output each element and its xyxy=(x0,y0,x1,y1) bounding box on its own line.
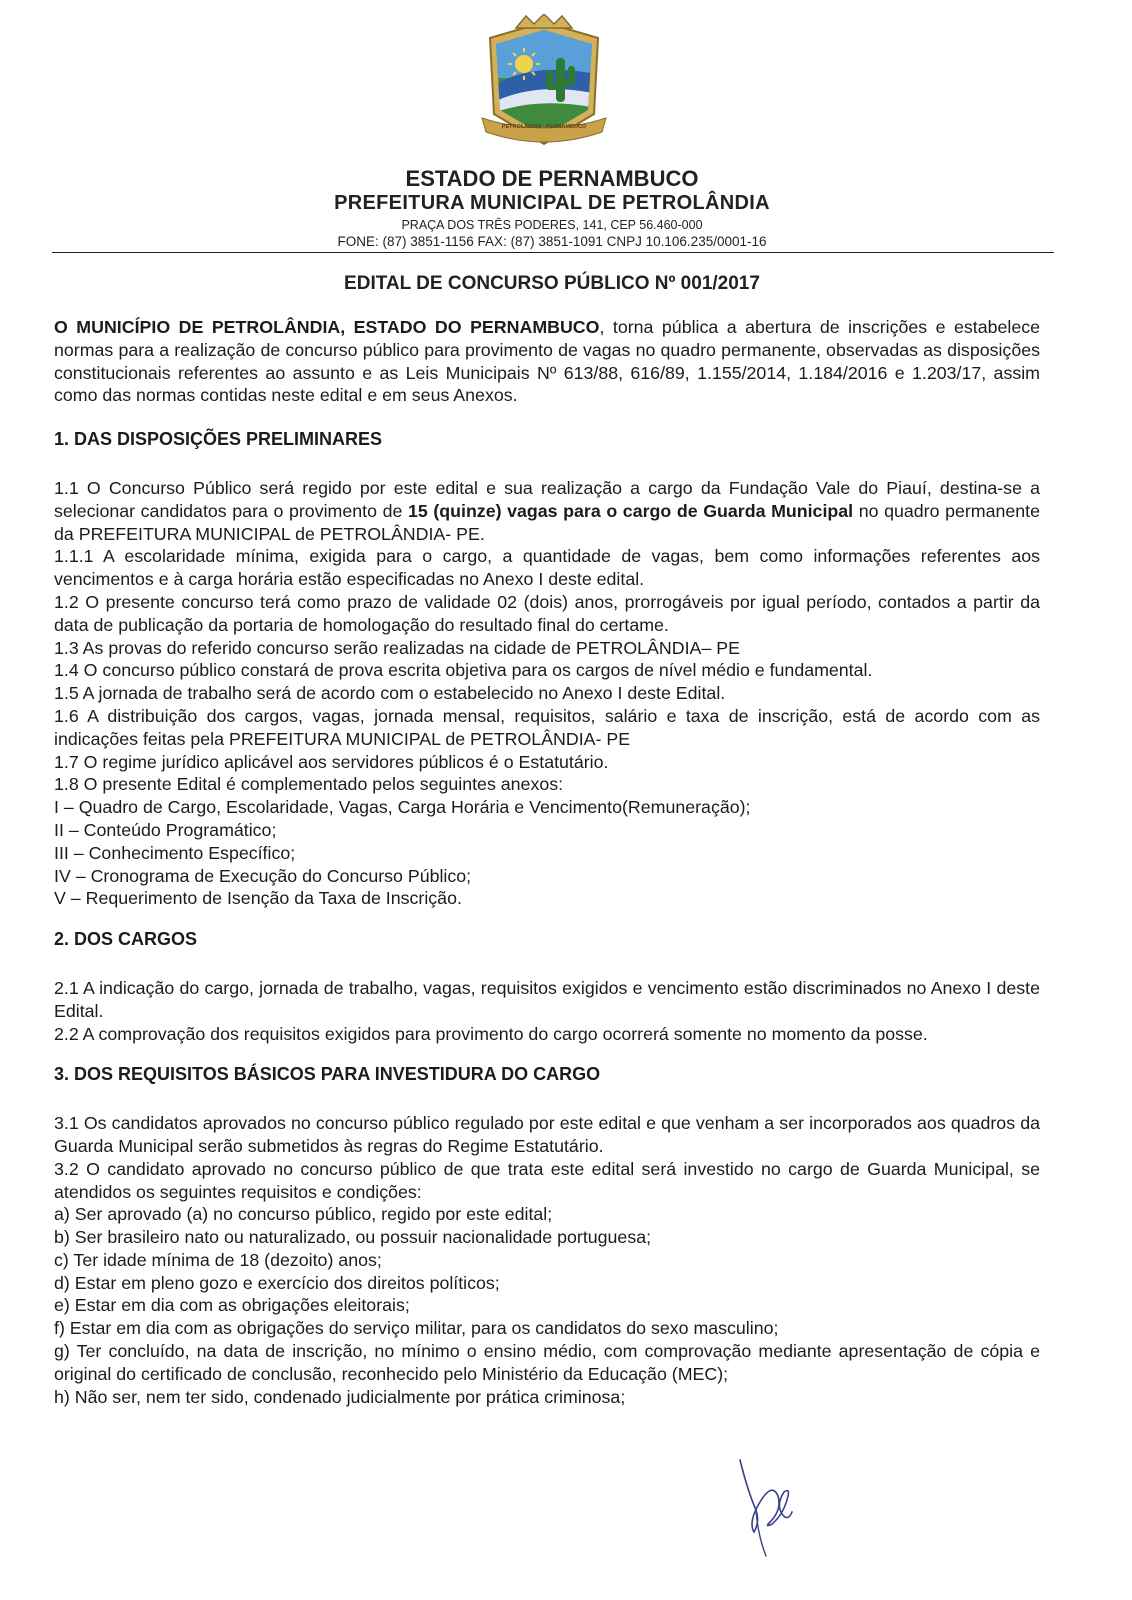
section-2-heading: 2. DOS CARGOS xyxy=(54,929,198,950)
requirement-item: d) Estar em pleno gozo e exercício dos direitos políticos; xyxy=(54,1272,500,1293)
paragraph-1-2: 1.2 O presente concurso terá como prazo de validade 02 (dois) anos, prorrogáveis por igual período, contados a partir da data de publicação da portaria de homologação do resultado final do certame. xyxy=(54,591,1040,635)
paragraph-1-3: 1.3 As provas do referido concurso serão realizadas na cidade de PETROLÂNDIA– PE xyxy=(54,637,740,658)
requirement-item: c) Ter idade mínima de 18 (dezoito) anos; xyxy=(54,1249,382,1270)
paragraph-1-1-end: no quadro permanente da PREFEITURA MUNICIPAL de PETROLÂNDIA- PE. xyxy=(54,500,1040,544)
prefecture-contact: FONE: (87) 3851-1156 FAX: (87) 3851-1091 CNPJ 10.106.235/0001-16 xyxy=(337,234,767,249)
intro-paragraph xyxy=(54,316,1040,407)
paragraph-1-1-highlight: 15 (quinze) vagas para o cargo de Guarda Municipal xyxy=(407,500,854,521)
paragraph-1-7: 1.7 O regime jurídico aplicável aos servidores públicos é o Estatutário. xyxy=(54,751,609,772)
header-divider xyxy=(52,252,1054,253)
annex-item: I – Quadro de Cargo, Escolaridade, Vagas, Carga Horária e Vencimento(Remuneração); xyxy=(54,797,751,818)
requirement-item: g) Ter concluído, na data de inscrição, no mínimo o ensino médio, com comprovação mediante apresentação de cópia e original do certificado de conclusão, reconhecido pelo Ministério da Educação (MEC); xyxy=(54,1341,1040,1384)
paragraph-1-8: 1.8 O presente Edital é complementado pelos seguintes anexos: xyxy=(54,774,564,795)
paragraph-1-4: 1.4 O concurso público constará de prova escrita objetiva para os cargos de nível médio e fundamental. xyxy=(54,660,873,681)
document-title: EDITAL DE CONCURSO PÚBLICO Nº 001/2017 xyxy=(344,273,760,294)
handwritten-signature xyxy=(726,1452,806,1562)
requirement-item: f) Estar em dia com as obrigações do serviço militar, para os candidatos do sexo masculino; xyxy=(54,1318,779,1339)
requirement-item: e) Estar em dia com as obrigações eleitorais; xyxy=(54,1295,410,1316)
requirement-item: b) Ser brasileiro nato ou naturalizado, ou possuir nacionalidade portuguesa; xyxy=(54,1227,652,1248)
document-body xyxy=(54,316,1040,1408)
annex-item: V – Requerimento de Isenção da Taxa de Inscrição. xyxy=(54,888,462,909)
paragraph-2-2: 2.2 A comprovação dos requisitos exigidos para provimento do cargo ocorrerá somente no momento da posse. xyxy=(54,1023,928,1044)
requirement-item: a) Ser aprovado (a) no concurso público, regido por este edital; xyxy=(54,1204,553,1225)
paragraph-1-1-text: 1.1 O Concurso Público será regido por este edital e sua realização a cargo da Fundação Vale do Piauí, destina-se a selecionar candidatos para o provimento de xyxy=(54,477,1040,521)
annex-item: IV – Cronograma de Execução do Concurso Público; xyxy=(54,865,472,886)
prefecture-address: PRAÇA DOS TRÊS PODERES, 141, CEP 56.460-000 xyxy=(401,218,703,232)
paragraph-3-2: 3.2 O candidato aprovado no concurso público de que trata este edital será investido no cargo de Guarda Municipal, se atendidos os seguintes requisitos e condições: xyxy=(54,1158,1040,1202)
state-name: ESTADO DE PERNAMBUCO xyxy=(405,166,699,191)
logo-caption: PETROLÂNDIA - PERNAMBUCO xyxy=(501,124,587,130)
paragraph-1-5: 1.5 A jornada de trabalho será de acordo com o estabelecido no Anexo I deste Edital. xyxy=(54,683,726,704)
intro-text: , torna pública a abertura de inscrições e estabelece normas para a realização de concurso público para provimento de vagas no quadro permanente, observadas as disposições constitucionais referentes ao assunto e as Leis Municipais Nº 613/88, 616/89, 1.155/2014, 1.184/2016 e 1.203/17, assim como das normas contidas neste edital e em seus Anexos. xyxy=(54,317,1040,406)
paragraph-2-1: 2.1 A indicação do cargo, jornada de trabalho, vagas, requisitos exigidos e vencimento estão discriminados no Anexo I deste Edital. xyxy=(54,977,1040,1021)
paragraph-1-6: 1.6 A distribuição dos cargos, vagas, jornada mensal, requisitos, salário e taxa de inscrição, está de acordo com as indicações feitas pela PREFEITURA MUNICIPAL de PETROLÂNDIA- PE xyxy=(54,705,1040,749)
requirement-item: h) Não ser, nem ter sido, condenado judicialmente por prática criminosa; xyxy=(54,1386,626,1407)
annex-item: III – Conhecimento Específico; xyxy=(54,842,296,863)
paragraph-3-1: 3.1 Os candidatos aprovados no concurso público regulado por este edital e que venham a ser incorporados aos quadros da Guarda Municipal serão submetidos às regras do Regime Estatutário. xyxy=(54,1113,1040,1156)
section-3-heading: 3. DOS REQUISITOS BÁSICOS PARA INVESTIDURA DO CARGO xyxy=(54,1064,601,1085)
annex-item: II – Conteúdo Programático; xyxy=(54,819,277,840)
intro-lead: O MUNICÍPIO DE PETROLÂNDIA, ESTADO DO PERNAMBUCO xyxy=(54,317,600,337)
municipal-coat-of-arms-logo xyxy=(476,14,612,154)
prefecture-name: PREFEITURA MUNICIPAL DE PETROLÂNDIA xyxy=(334,192,770,214)
paragraph-1-1-1: 1.1.1 A escolaridade mínima, exigida para o cargo, a quantidade de vagas, bem como informações referentes aos vencimentos e à carga horária estão especificadas no Anexo I deste edital. xyxy=(54,546,1040,590)
paragraph-1-1 xyxy=(54,477,1040,545)
section-1-heading: 1. DAS DISPOSIÇÕES PRELIMINARES xyxy=(54,429,383,450)
